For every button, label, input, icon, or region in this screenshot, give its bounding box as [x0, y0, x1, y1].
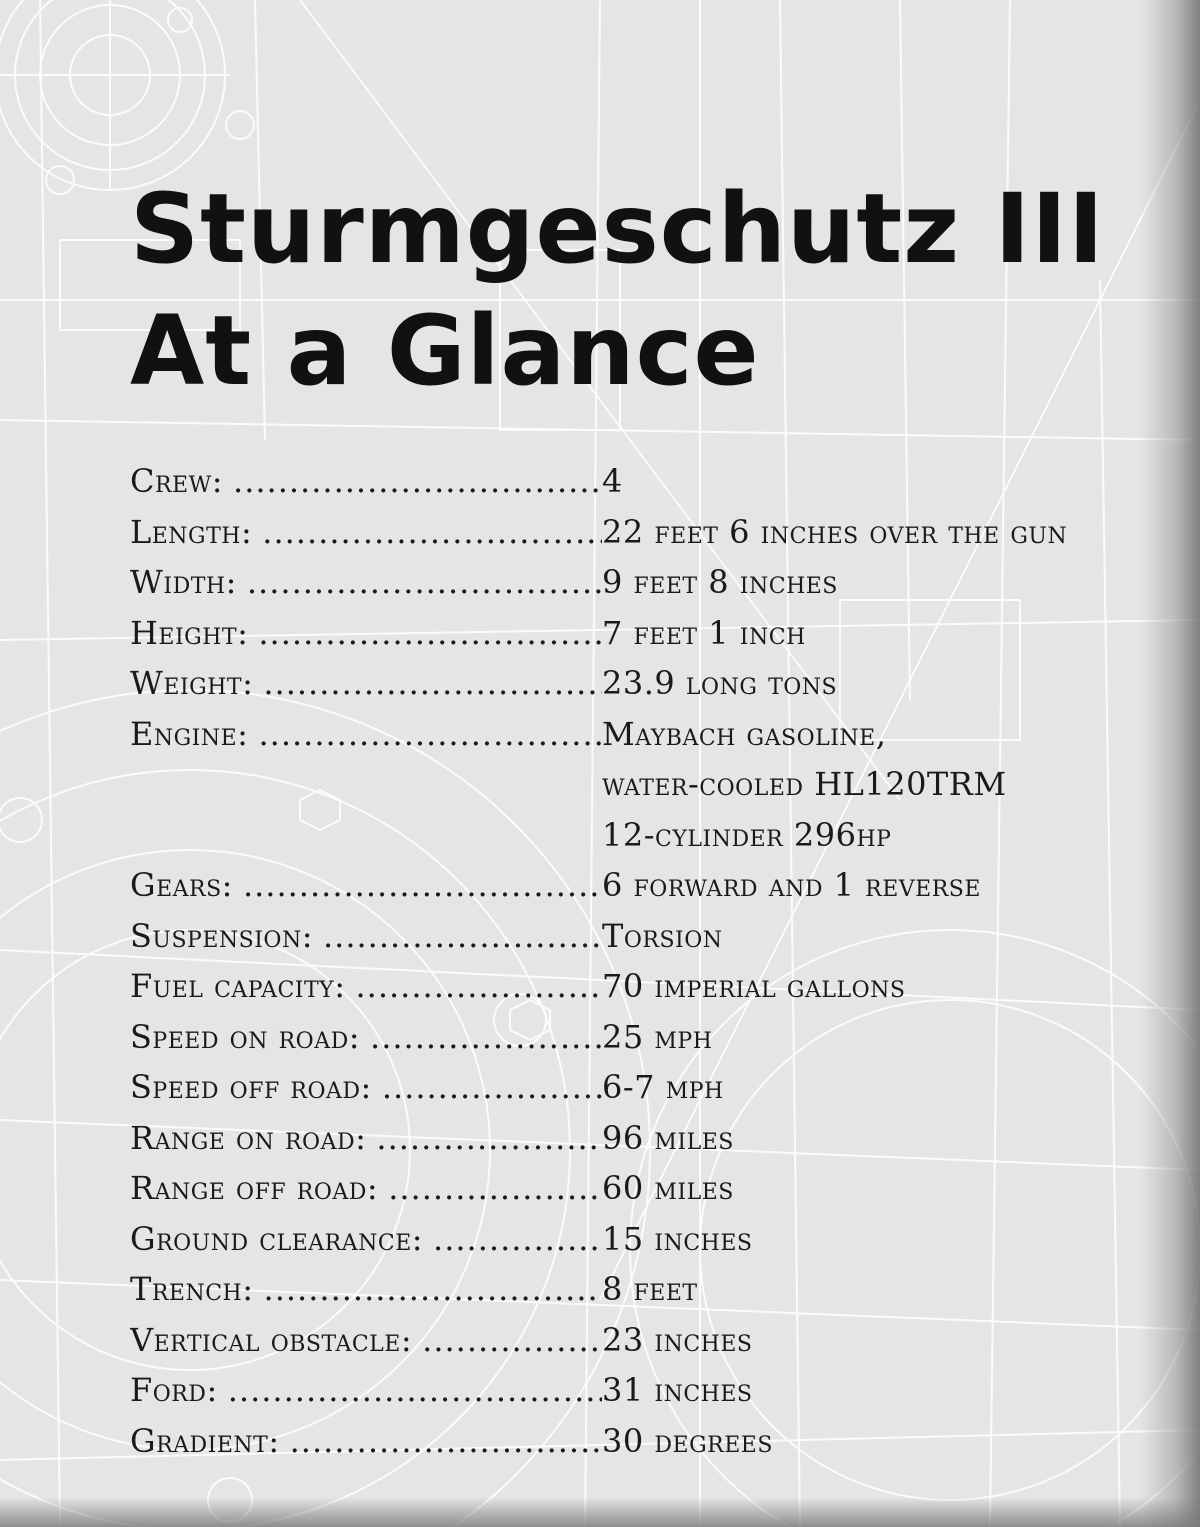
spec-row: [130, 1012, 1180, 1063]
spec-row: [130, 1264, 1180, 1315]
spec-row: [130, 1416, 1180, 1467]
spec-label-cell: [130, 1163, 602, 1214]
dot-leader: [422, 1315, 602, 1366]
dot-leader: [228, 1365, 602, 1416]
spec-label: Suspension:: [130, 916, 313, 955]
spec-label-cell: [130, 1416, 602, 1467]
spec-value: 9 feet 8 inches: [602, 563, 838, 601]
spec-label-cell: [130, 1365, 602, 1416]
spec-row: [130, 911, 1180, 962]
spec-label-cell: [130, 860, 602, 911]
page-title: [130, 168, 1105, 412]
spec-row: [130, 658, 1180, 709]
spec-label: Ford:: [130, 1371, 218, 1409]
spec-label: Length:: [130, 512, 253, 551]
dot-leader: [247, 557, 602, 608]
spec-label: Range on road:: [130, 1118, 367, 1157]
spec-value: 23.9 long tons: [602, 664, 838, 702]
spec-row: [130, 1113, 1180, 1164]
spec-label-cell: [130, 709, 602, 760]
spec-label-cell: [130, 658, 602, 709]
spec-label: Gears:: [130, 866, 233, 904]
spec-row: [130, 1365, 1180, 1416]
dot-leader: [243, 860, 602, 911]
spec-list: [130, 456, 1180, 1466]
spec-label-cell: [130, 608, 602, 659]
spec-row: [130, 759, 1180, 810]
dot-leader: [433, 1214, 602, 1265]
spec-row: [130, 1315, 1180, 1366]
spec-row: [130, 961, 1180, 1012]
spec-value: 30 degrees: [602, 1421, 773, 1460]
dot-leader: [262, 507, 602, 558]
spec-value: 60 miles: [602, 1169, 734, 1207]
title-line-2: At a Glance: [130, 295, 760, 407]
spec-value: 6-7 mph: [602, 1068, 724, 1106]
spec-label-cell: [130, 1113, 602, 1164]
spec-value: 12-cylinder 296hp: [602, 815, 892, 854]
spec-label-cell: [130, 456, 602, 507]
spec-row: [130, 608, 1180, 659]
spec-label: Engine:: [130, 714, 249, 753]
spec-value: 70 imperial gallons: [602, 967, 906, 1005]
spec-label: Crew:: [130, 462, 224, 500]
spec-label-cell: [130, 1264, 602, 1315]
dot-leader: [264, 1264, 602, 1315]
spec-row: [130, 1163, 1180, 1214]
dot-leader: [376, 1113, 602, 1164]
spec-row: [130, 860, 1180, 911]
spec-label: Ground clearance:: [130, 1219, 424, 1258]
spec-row: [130, 507, 1180, 558]
dot-leader: [263, 658, 602, 709]
dot-leader: [290, 1416, 602, 1467]
dot-leader: [388, 1163, 602, 1214]
spec-value: 23 inches: [602, 1320, 753, 1359]
spec-row: [130, 1062, 1180, 1113]
dot-leader: [233, 456, 602, 507]
dot-leader: [323, 911, 602, 962]
title-line-1: Sturmgeschutz III: [130, 173, 1105, 285]
spec-label: Speed on road:: [130, 1017, 361, 1056]
dot-leader: [258, 608, 602, 659]
spec-label-cell: [130, 557, 602, 608]
spec-row: [130, 557, 1180, 608]
spec-value: Torsion: [602, 916, 723, 955]
spec-label: Speed off road:: [130, 1068, 372, 1106]
spec-label-cell: [130, 1315, 602, 1366]
spec-row: [130, 709, 1180, 760]
spec-row: [130, 456, 1180, 507]
spec-value: 25 mph: [602, 1017, 713, 1056]
spec-value: 6 forward and 1 reverse: [602, 866, 981, 904]
spec-value: 8 feet: [602, 1270, 698, 1308]
spec-label-cell: [130, 1062, 602, 1113]
spec-value: 96 miles: [602, 1118, 734, 1157]
spec-label: Gradient:: [130, 1421, 280, 1460]
spec-row: [130, 810, 1180, 861]
spec-value: 7 feet 1 inch: [602, 613, 806, 652]
spec-label: Range off road:: [130, 1169, 379, 1207]
spec-label: Fuel capacity:: [130, 967, 346, 1005]
spec-label: Weight:: [130, 664, 254, 702]
spec-value: 15 inches: [602, 1219, 753, 1258]
dot-leader: [370, 1012, 602, 1063]
spec-label: Width:: [130, 563, 237, 601]
spec-value: 4: [602, 462, 623, 500]
spec-label: Vertical obstacle:: [130, 1320, 413, 1359]
spec-value: 31 inches: [602, 1371, 753, 1409]
spec-value: water-cooled HL120TRM: [602, 765, 1007, 803]
spec-value: Maybach gasoline,: [602, 714, 887, 753]
spec-label-cell: [130, 1214, 602, 1265]
spec-label-cell: [130, 507, 602, 558]
spec-label: Height:: [130, 613, 249, 652]
spec-label-cell: [130, 911, 602, 962]
spec-label: Trench:: [130, 1270, 254, 1308]
dot-leader: [258, 709, 602, 760]
dot-leader: [382, 1062, 602, 1113]
spec-row: [130, 1214, 1180, 1265]
spec-label-cell: [130, 961, 602, 1012]
spec-label-cell: [130, 1012, 602, 1063]
dot-leader: [355, 961, 602, 1012]
spec-value: 22 feet 6 inches over the gun: [602, 512, 1068, 551]
